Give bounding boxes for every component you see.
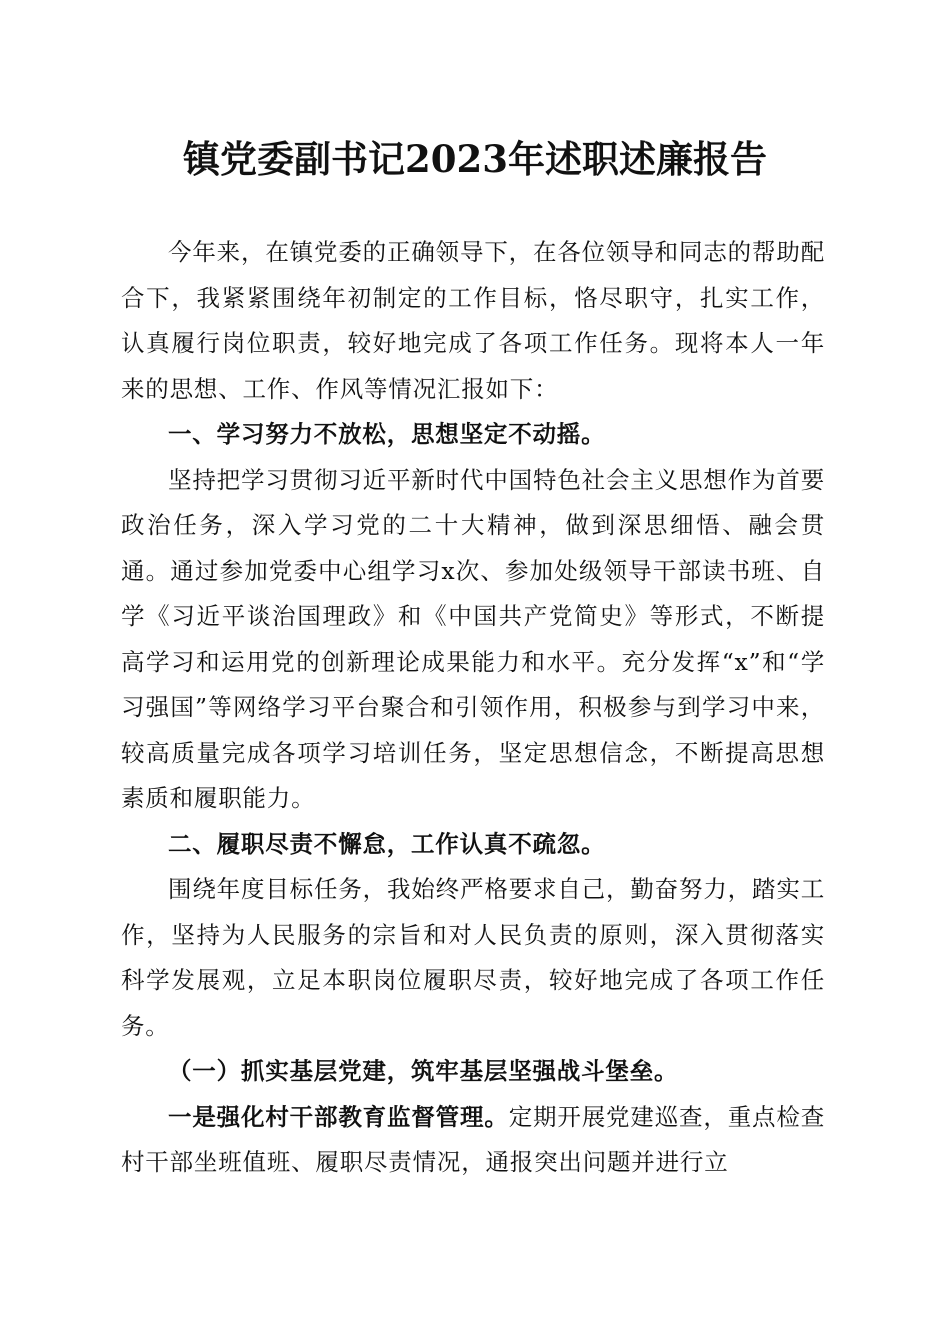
item-1-text: 定期开展党建巡查，重点检查村干部坐班值班、履职尽责情况，通报突出问题并进行立 [121,1102,825,1176]
section-2-paragraph: 围绕年度目标任务，我始终严格要求自己，勤奋努力，踏实工作，坚持为人民服务的宗旨和对人民负责的原则，深入贯彻落实科学发展观，立足本职岗位履职尽责，较好地完成了各项工作任务。 [121,875,825,1040]
section-1-paragraph: 坚持把学习贯彻习近平新时代中国特色社会主义思想作为首要政治任务，深入学习党的二十大精神，做到深思细悟、融会贯通。通过参加党委中心组学习x次、参加处级领导干部读书班、自学《习近平谈治国理政》和《中国共产党简史》等形式，不断提高学习和运用党的创新理论成果能力和水平。充分发挥“x”和“学习强国”等网络学习平台聚合和引领作用，积极参与到学习中来，较高质量完成各项学习培训任务，坚定思想信念，不断提高思想素质和履职能力。 [121,465,825,812]
document-title: 镇党委副书记2023年述职述廉报告 [183,137,767,181]
section-1-heading: 一、学习努力不放松，思想坚定不动摇。 [168,420,606,448]
intro-paragraph: 今年来，在镇党委的正确领导下，在各位领导和同志的帮助配合下，我紧紧围绕年初制定的工作目标，恪尽职守，扎实工作，认真履行岗位职责，较好地完成了各项工作任务。现将本人一年来的思想、工作、作风等情况汇报如下： [121,238,825,403]
section-2-heading: 二、履职尽责不懈怠，工作认真不疏忽。 [168,829,606,858]
document-body [121,230,825,1186]
subsection-1-heading: （一）抓实基层党建，筑牢基层坚强战斗堡垒。 [168,1057,679,1085]
item-1-lead: 一是强化村干部教育监督管理。 [168,1102,509,1131]
subsection-1-item-1 [121,1095,825,1186]
